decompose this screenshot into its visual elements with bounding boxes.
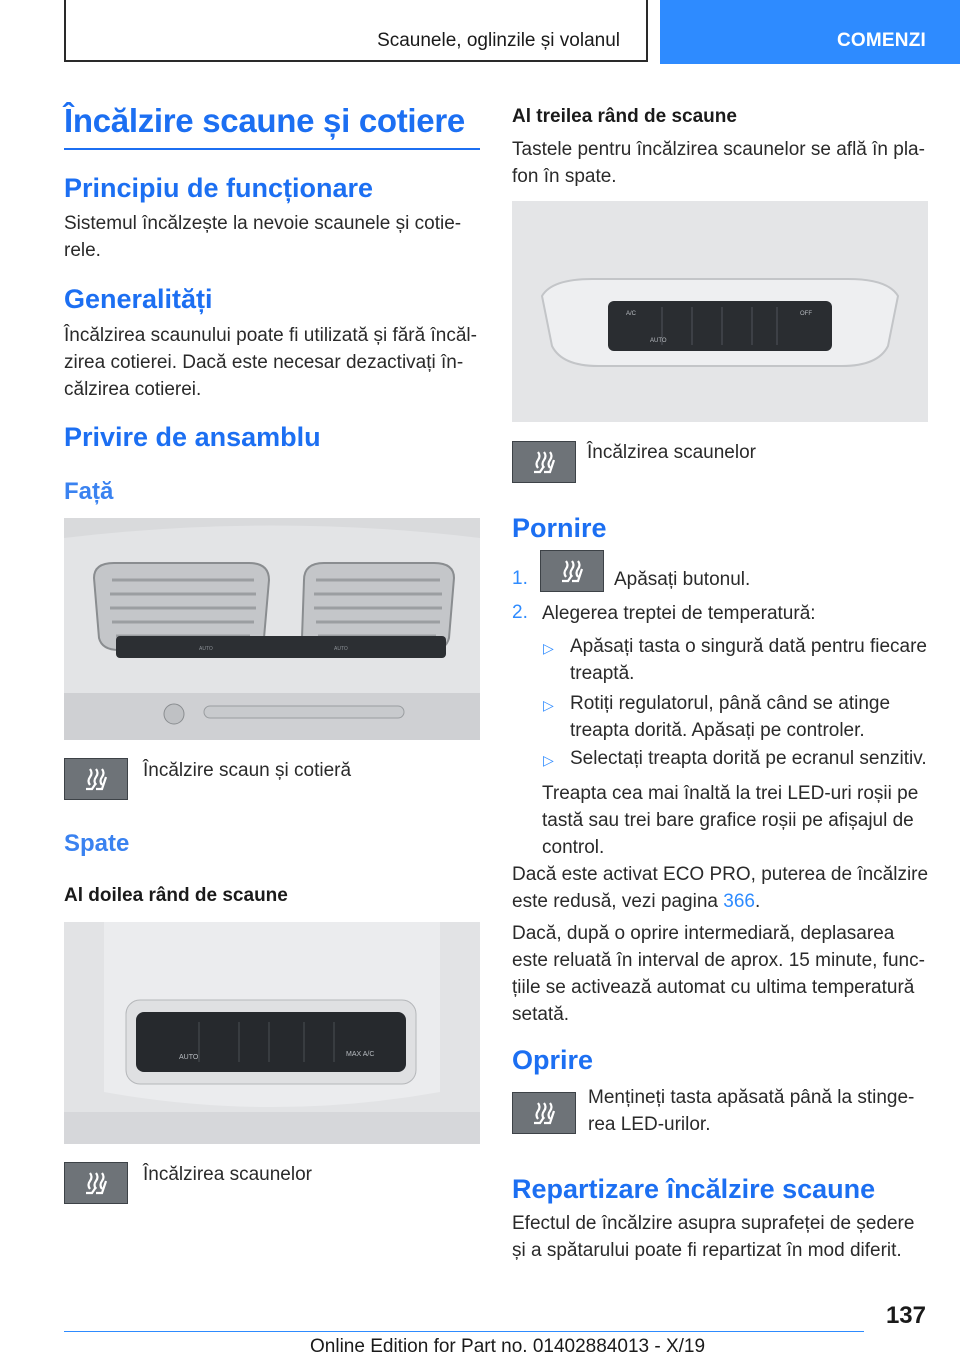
text-line: și a spătarului poate fi repartizat în mod diferit. bbox=[512, 1240, 902, 1261]
heading-spate: Spate bbox=[64, 830, 130, 857]
heading-generalitati: Generalități bbox=[64, 284, 213, 314]
step-number: 1. bbox=[512, 568, 528, 589]
text-line: treaptă. bbox=[570, 663, 635, 684]
seat-heating-icon bbox=[64, 758, 128, 800]
page-number: 137 bbox=[885, 1302, 926, 1329]
text-line: este reluată în interval de aprox. 15 minute, func- bbox=[512, 950, 925, 971]
page-title: Încălzire scaune și cotiere bbox=[64, 102, 465, 139]
text-span: . bbox=[754, 891, 761, 912]
text-line: control. bbox=[542, 837, 605, 858]
heading-pornire: Pornire bbox=[512, 513, 607, 543]
seat-heating-icon bbox=[540, 550, 604, 592]
text-line: Selectați treapta dorită pe ecranul senzitiv. bbox=[570, 748, 927, 769]
title-rule bbox=[64, 148, 480, 150]
caption-doilea: Încălzirea scaunelor bbox=[143, 1164, 312, 1185]
svg-text:AUTO: AUTO bbox=[199, 646, 213, 652]
seat-heating-icon bbox=[512, 441, 576, 483]
seat-heating-icon bbox=[64, 1162, 128, 1204]
bullet-item bbox=[570, 690, 890, 744]
bullet-marker: ▷ bbox=[543, 697, 554, 713]
paragraph-eco bbox=[512, 861, 928, 915]
panel-auto-label: AUTO bbox=[650, 338, 667, 344]
heading-repartizare: Repartizare încălzire scaune bbox=[512, 1174, 876, 1204]
text-line: Dacă este activat ECO PRO, puterea de încălzire bbox=[512, 864, 929, 885]
text-line: tastă sau trei bare grafice roșii pe afișajul de bbox=[542, 810, 914, 831]
panel-ac-label: A/C bbox=[626, 311, 637, 317]
page-link[interactable]: 366 bbox=[723, 891, 755, 912]
bullet-item bbox=[570, 633, 927, 687]
seat-heating-icon bbox=[512, 1092, 576, 1134]
paragraph-generalitati bbox=[64, 322, 477, 403]
text-line: Mențineți tasta apăsată până la stinge- bbox=[588, 1087, 915, 1108]
text-line: Apăsați tasta o singură dată pentru fiecare bbox=[570, 636, 928, 657]
header-chapter-tab[interactable] bbox=[660, 0, 960, 64]
text-line: Rotiți regulatorul, până când se atinge bbox=[570, 693, 891, 714]
text-line: setată. bbox=[512, 1004, 570, 1025]
panel-max-label: MAX A/C bbox=[346, 1051, 375, 1058]
caption-fata: Încălzire scaun și cotieră bbox=[143, 760, 352, 781]
footer-rule bbox=[64, 1331, 864, 1332]
text-line: Treapta cea mai înaltă la trei LED-uri roșii pe bbox=[542, 783, 919, 804]
text-line: călzirea cotierei. bbox=[64, 379, 202, 400]
panel-off-label: OFF bbox=[800, 311, 812, 317]
text-line: Încălzirea scaunului poate fi utilizată și fără încăl- bbox=[64, 325, 477, 346]
roof-panel-photo bbox=[512, 201, 928, 422]
footer-edition: Online Edition for Part no. 01402884013 - X/19 bbox=[310, 1336, 706, 1357]
text-span: este redusă, vezi pagina bbox=[512, 891, 724, 912]
text-line: zirea cotierei. Dacă este necesar dezactivați în- bbox=[64, 352, 464, 373]
paragraph-treapta bbox=[542, 780, 918, 861]
heading-fata: Față bbox=[64, 478, 114, 505]
heading-principiu: Principiu de funcționare bbox=[64, 173, 374, 203]
step-text: Apăsați butonul. bbox=[614, 569, 751, 590]
front-console-photo bbox=[64, 518, 480, 740]
bullet-item bbox=[570, 745, 927, 772]
rear-console-photo bbox=[64, 922, 480, 1144]
heading-treilea: Al treilea rând de scaune bbox=[512, 106, 737, 127]
paragraph-principiu bbox=[64, 210, 461, 264]
header-section-box bbox=[64, 0, 648, 62]
text-line bbox=[512, 888, 928, 915]
heading-privire: Privire de ansamblu bbox=[64, 422, 321, 452]
header-section-title: Scaunele, oglinzile și volanul bbox=[377, 30, 620, 51]
paragraph-dupa bbox=[512, 920, 925, 1028]
step-number: 2. bbox=[512, 602, 528, 623]
heading-doilea: Al doilea rând de scaune bbox=[64, 885, 288, 906]
text-line: Sistemul încălzește la nevoie scaunele și cotie- bbox=[64, 213, 462, 234]
panel-auto-label: AUTO bbox=[179, 1054, 199, 1061]
text-line: rele. bbox=[64, 240, 101, 261]
paragraph-oprire bbox=[588, 1084, 914, 1138]
text-line: rea LED-urilor. bbox=[588, 1114, 711, 1135]
bullet-marker: ▷ bbox=[543, 640, 554, 656]
svg-text:AUTO: AUTO bbox=[334, 646, 348, 652]
bullet-marker: ▷ bbox=[543, 752, 554, 768]
caption-treilea: Încălzirea scaunelor bbox=[587, 442, 756, 463]
step-text: Alegerea treptei de temperatură: bbox=[542, 603, 816, 624]
text-line: țiile se activează automat cu ultima temperatură bbox=[512, 977, 915, 998]
text-line: Dacă, după o oprire intermediară, deplasarea bbox=[512, 923, 895, 944]
header-chapter-label: COMENZI bbox=[836, 30, 926, 51]
paragraph-repartizare bbox=[512, 1210, 914, 1264]
text-line: treapta dorită. Apăsați pe controler. bbox=[570, 720, 865, 741]
paragraph-treilea bbox=[512, 136, 925, 190]
text-line: Efectul de încălzire asupra suprafeței de ședere bbox=[512, 1213, 915, 1234]
text-line: Tastele pentru încălzirea scaunelor se află în pla- bbox=[512, 139, 925, 160]
heading-oprire: Oprire bbox=[512, 1045, 594, 1075]
text-line: fon în spate. bbox=[512, 166, 617, 187]
